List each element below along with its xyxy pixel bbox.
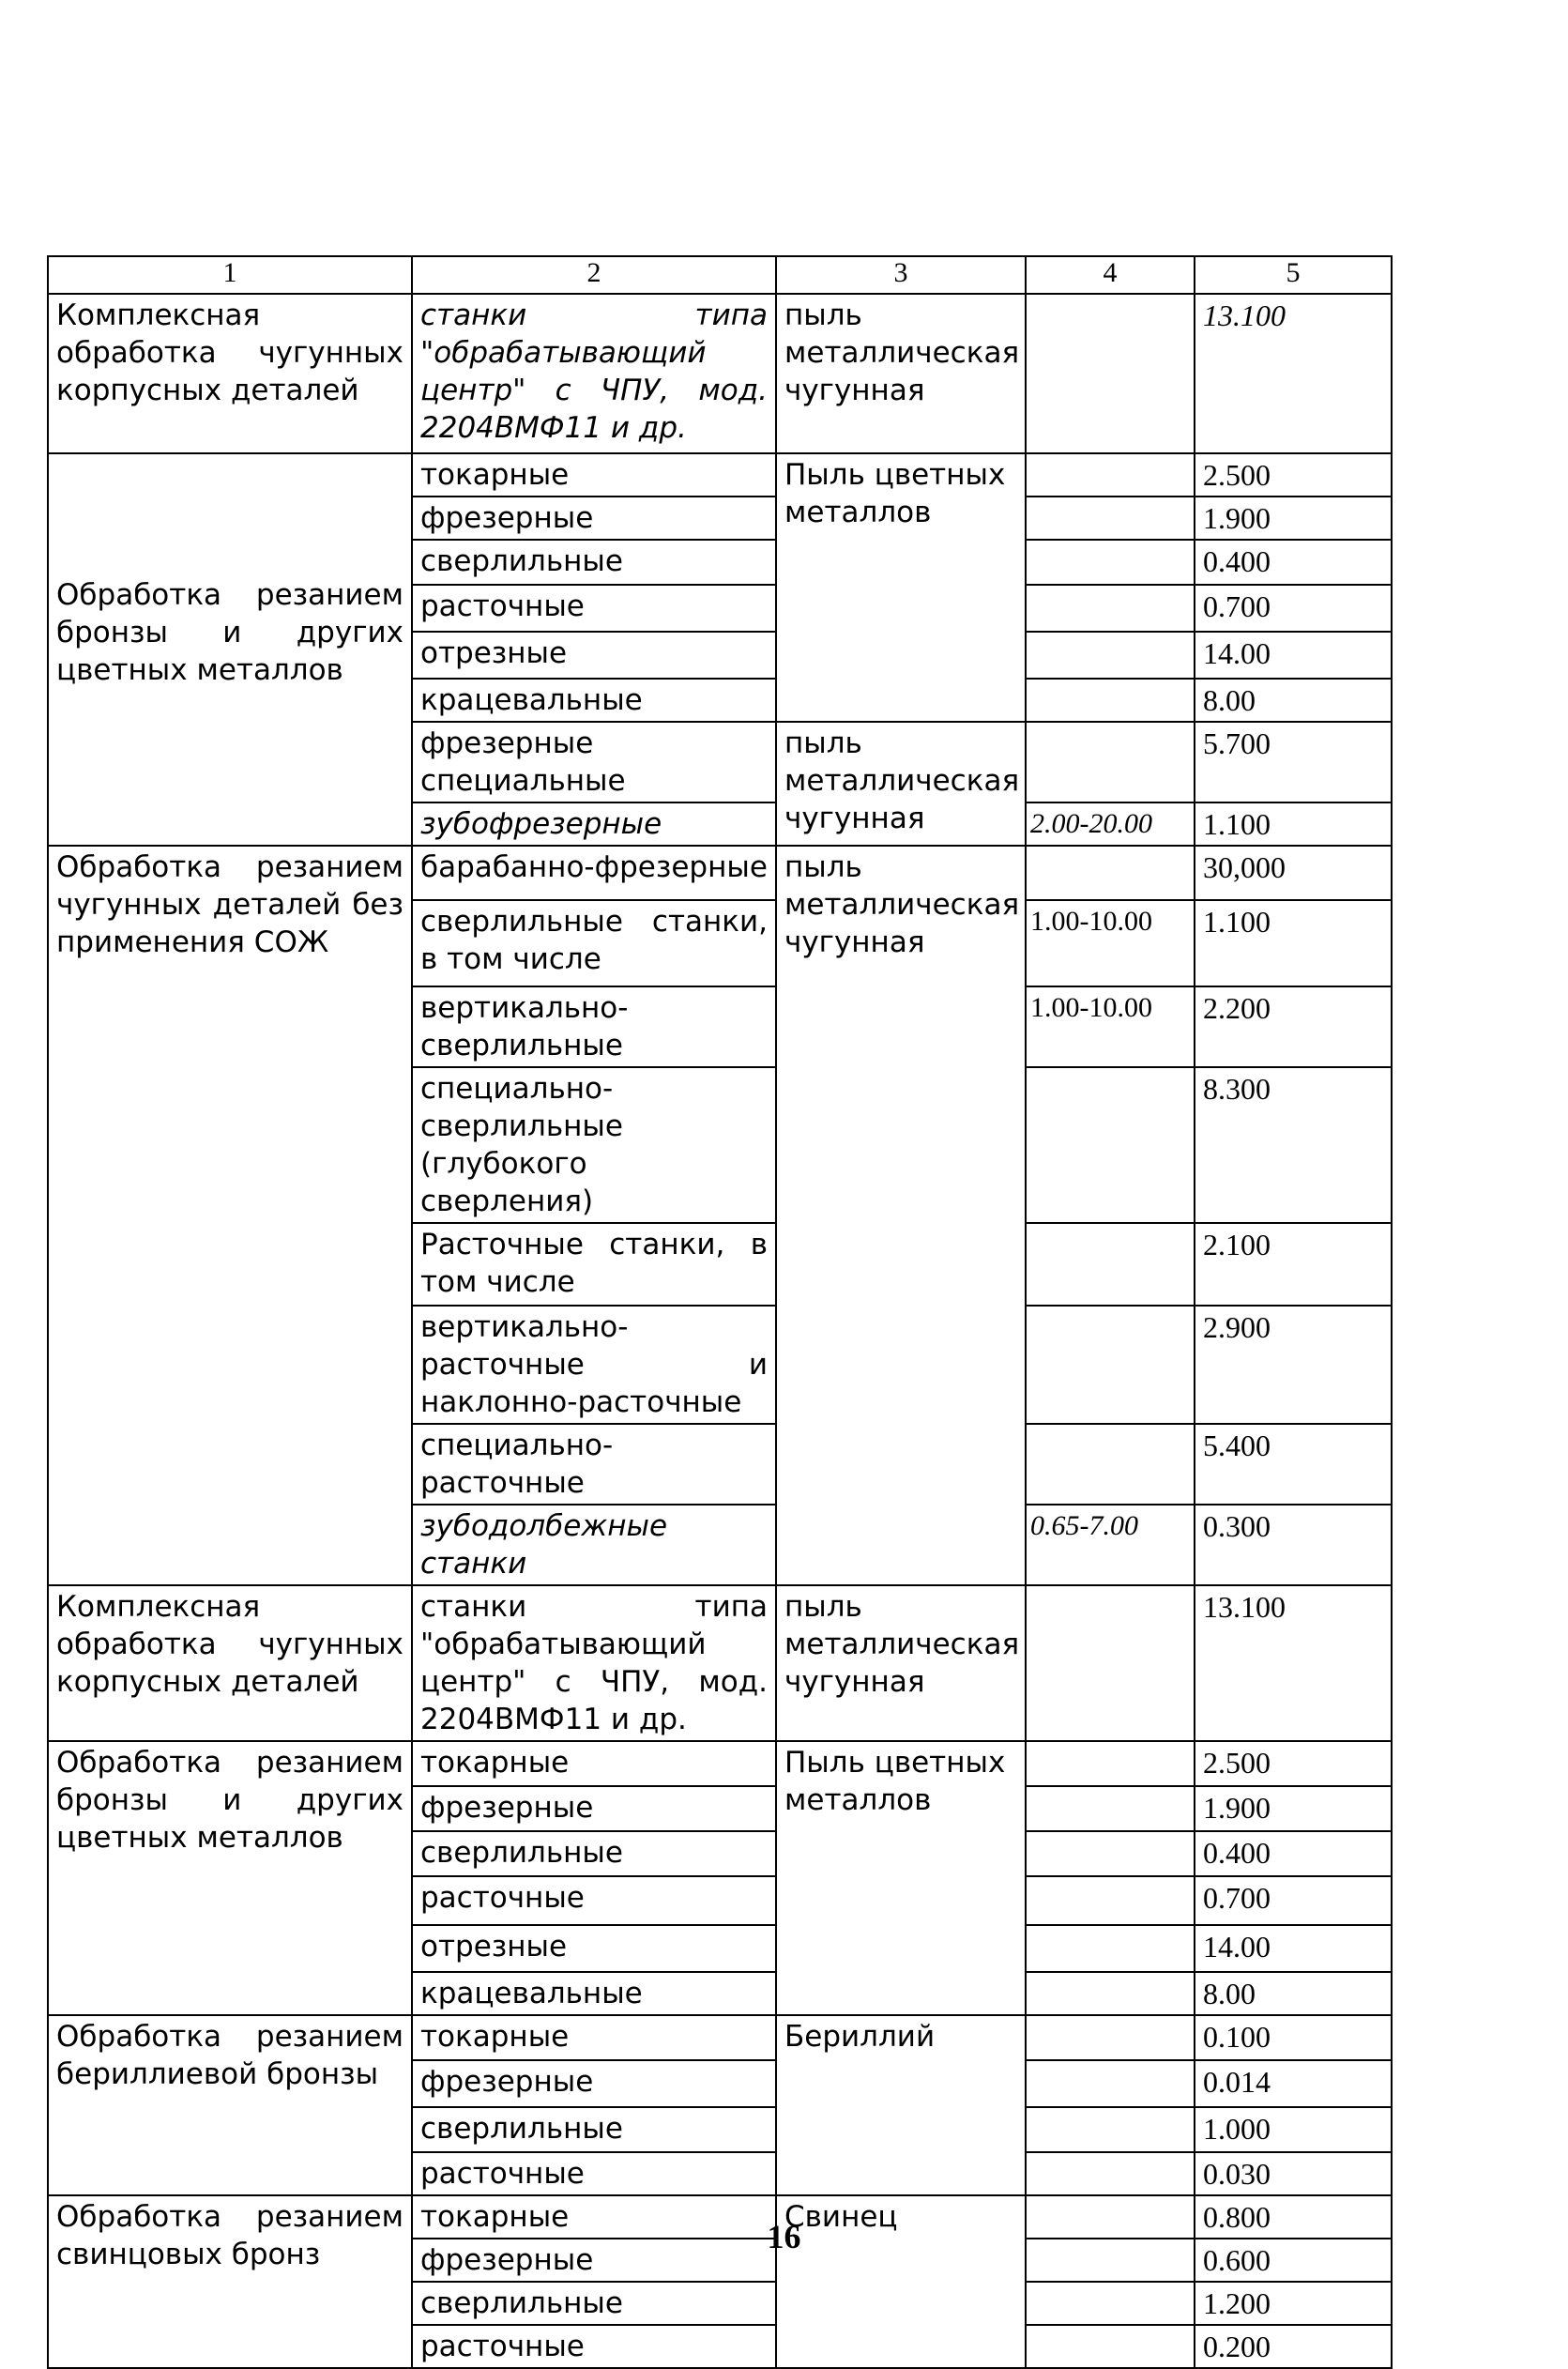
- range-cell: [1026, 497, 1195, 540]
- process-cell: Комплексная обработка чугунных корпусных деталей: [48, 1585, 412, 1741]
- equipment-cell: токарные: [412, 453, 776, 497]
- equipment-cell: расточные: [412, 585, 776, 632]
- range-cell: [1026, 2015, 1195, 2060]
- range-cell: [1026, 1876, 1195, 1925]
- range-cell: [1026, 632, 1195, 679]
- process-cell: Комплексная обработка чугунных корпусных деталей: [48, 294, 412, 453]
- range-cell: [1026, 679, 1195, 722]
- column-number: 3: [776, 256, 1026, 294]
- equipment-cell: Расточные станки, в том числе: [412, 1223, 776, 1306]
- range-cell: 1.00-10.00: [1026, 900, 1195, 986]
- value-cell: 14.00: [1195, 632, 1392, 679]
- value-cell: 13.100: [1195, 294, 1392, 453]
- pollutant-cell: Свинец: [776, 2195, 1026, 2368]
- value-cell: 8.00: [1195, 679, 1392, 722]
- value-cell: 2.500: [1195, 453, 1392, 497]
- equipment-cell: расточные: [412, 1876, 776, 1925]
- value-cell: 2.900: [1195, 1306, 1392, 1424]
- value-cell: 1.900: [1195, 1786, 1392, 1831]
- equipment-cell: зубофрезерные: [412, 802, 776, 846]
- value-cell: 2.500: [1195, 1741, 1392, 1786]
- equipment-cell: станки типа "обрабатывающий центр" с ЧПУ, мод. 2204ВМФ11 и др.: [412, 1585, 776, 1741]
- equipment-cell: фрезерные специальные: [412, 722, 776, 802]
- value-cell: 13.100: [1195, 1585, 1392, 1741]
- value-cell: 0.700: [1195, 585, 1392, 632]
- value-cell: 1.200: [1195, 2282, 1392, 2325]
- equipment-cell: фрезерные: [412, 497, 776, 540]
- range-cell: [1026, 1067, 1195, 1223]
- value-cell: 1.000: [1195, 2107, 1392, 2152]
- equipment-cell: токарные: [412, 1741, 776, 1786]
- table-row: [48, 294, 1392, 453]
- equipment-cell: специально-расточные: [412, 1424, 776, 1505]
- range-cell: 0.65-7.00: [1026, 1505, 1195, 1585]
- pollutant-cell: Бериллий: [776, 2015, 1026, 2195]
- range-cell: [1026, 540, 1195, 585]
- equipment-cell: фрезерные: [412, 1786, 776, 1831]
- pollutant-cell: пыль металлическая чугунная: [776, 722, 1026, 846]
- table-row: [48, 453, 1392, 497]
- pollutant-cell: Пыль цветных металлов: [776, 1741, 1026, 2015]
- value-cell: 0.600: [1195, 2239, 1392, 2282]
- equipment-cell: вертикально-сверлильные: [412, 986, 776, 1067]
- equipment-cell: вертикально-расточные и наклонно-расточные: [412, 1306, 776, 1424]
- range-cell: [1026, 1786, 1195, 1831]
- equipment-cell: крацевальные: [412, 1972, 776, 2015]
- range-cell: [1026, 453, 1195, 497]
- value-cell: 0.300: [1195, 1505, 1392, 1585]
- table-row: [48, 1741, 1392, 1786]
- range-cell: [1026, 2325, 1195, 2368]
- process-cell: Обработка резанием чугунных деталей без применения СОЖ: [48, 846, 412, 1585]
- value-cell: 0.014: [1195, 2060, 1392, 2107]
- column-number: 2: [412, 256, 776, 294]
- equipment-cell: сверлильные: [412, 2282, 776, 2325]
- equipment-cell: фрезерные: [412, 2239, 776, 2282]
- range-cell: [1026, 2060, 1195, 2107]
- equipment-cell: токарные: [412, 2195, 776, 2239]
- range-cell: [1026, 1925, 1195, 1972]
- range-cell: [1026, 1585, 1195, 1741]
- value-cell: 1.100: [1195, 900, 1392, 986]
- equipment-cell: зубодолбежные станки: [412, 1505, 776, 1585]
- value-cell: 5.700: [1195, 722, 1392, 802]
- value-cell: 0.800: [1195, 2195, 1392, 2239]
- equipment-cell: отрезные: [412, 632, 776, 679]
- value-cell: 0.400: [1195, 540, 1392, 585]
- range-cell: [1026, 722, 1195, 802]
- equipment-cell: станки типа "обрабатывающий центр" с ЧПУ, мод. 2204ВМФ11 и др.: [412, 294, 776, 453]
- equipment-cell: расточные: [412, 2152, 776, 2195]
- emissions-table: [47, 255, 1393, 2369]
- range-cell: 1.00-10.00: [1026, 986, 1195, 1067]
- value-cell: 0.700: [1195, 1876, 1392, 1925]
- pollutant-cell: Пыль цветных металлов: [776, 453, 1026, 722]
- range-cell: [1026, 294, 1195, 453]
- equipment-cell: специально-сверлильные (глубокого сверления): [412, 1067, 776, 1223]
- value-cell: 1.100: [1195, 802, 1392, 846]
- equipment-cell: расточные: [412, 2325, 776, 2368]
- value-cell: 14.00: [1195, 1925, 1392, 1972]
- equipment-cell: крацевальные: [412, 679, 776, 722]
- range-cell: 2.00-20.00: [1026, 802, 1195, 846]
- equipment-cell: сверлильные: [412, 1831, 776, 1876]
- table-row: [48, 846, 1392, 900]
- process-cell: Обработка резанием бронзы и других цветных металлов: [48, 453, 412, 846]
- table-row: [48, 1585, 1392, 1741]
- range-cell: [1026, 1972, 1195, 2015]
- column-number: 1: [48, 256, 412, 294]
- range-cell: [1026, 585, 1195, 632]
- column-number: 4: [1026, 256, 1195, 294]
- process-cell: Обработка резанием бронзы и других цветных металлов: [48, 1741, 412, 2015]
- pollutant-cell: пыль металлическая чугунная: [776, 846, 1026, 1585]
- value-cell: 1.900: [1195, 497, 1392, 540]
- range-cell: [1026, 1831, 1195, 1876]
- value-cell: 0.100: [1195, 2015, 1392, 2060]
- equipment-cell: барабанно-фрезерные: [412, 846, 776, 900]
- equipment-cell: токарные: [412, 2015, 776, 2060]
- equipment-cell: отрезные: [412, 1925, 776, 1972]
- range-cell: [1026, 1223, 1195, 1306]
- range-cell: [1026, 1741, 1195, 1786]
- column-number-row: [48, 256, 1392, 294]
- column-number: 5: [1195, 256, 1392, 294]
- equipment-cell: фрезерные: [412, 2060, 776, 2107]
- table-row: [48, 2015, 1392, 2060]
- pollutant-cell: пыль металлическая чугунная: [776, 294, 1026, 453]
- value-cell: 8.00: [1195, 1972, 1392, 2015]
- range-cell: [1026, 1306, 1195, 1424]
- value-cell: 0.400: [1195, 1831, 1392, 1876]
- range-cell: [1026, 2282, 1195, 2325]
- value-cell: 0.200: [1195, 2325, 1392, 2368]
- equipment-cell: сверлильные: [412, 540, 776, 585]
- value-cell: 8.300: [1195, 1067, 1392, 1223]
- value-cell: 2.200: [1195, 986, 1392, 1067]
- value-cell: 30,000: [1195, 846, 1392, 900]
- pollutant-cell: пыль металлическая чугунная: [776, 1585, 1026, 1741]
- equipment-cell: сверлильные: [412, 2107, 776, 2152]
- equipment-cell: сверлильные станки, в том числе: [412, 900, 776, 986]
- range-cell: [1026, 846, 1195, 900]
- value-cell: 5.400: [1195, 1424, 1392, 1505]
- process-cell: Обработка резанием бериллиевой бронзы: [48, 2015, 412, 2195]
- value-cell: 2.100: [1195, 1223, 1392, 1306]
- page-number: 16: [767, 2218, 801, 2255]
- process-cell: Обработка резанием свинцовых бронз: [48, 2195, 412, 2368]
- range-cell: [1026, 1424, 1195, 1505]
- range-cell: [1026, 2107, 1195, 2152]
- value-cell: 0.030: [1195, 2152, 1392, 2195]
- range-cell: [1026, 2152, 1195, 2195]
